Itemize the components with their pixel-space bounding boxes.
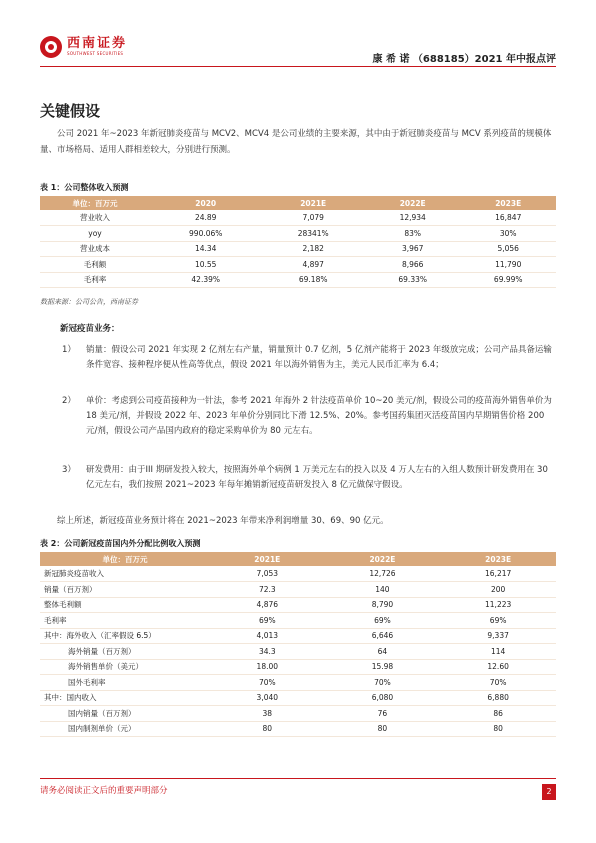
table-cell: 12,934 bbox=[365, 210, 461, 226]
table-cell: 7,053 bbox=[210, 566, 325, 582]
footer-disclaimer: 请务必阅读正文后的重要声明部分 bbox=[40, 786, 168, 796]
table-cell: 3,040 bbox=[210, 690, 325, 706]
table-cell: 24.89 bbox=[150, 210, 261, 226]
table-row bbox=[40, 706, 556, 722]
table-cell: 83% bbox=[365, 226, 461, 242]
table-row bbox=[40, 659, 556, 675]
table1-header: 2023E bbox=[460, 196, 556, 210]
table2-header: 2022E bbox=[325, 552, 441, 566]
table-cell: 国外毛利率 bbox=[40, 675, 210, 691]
table-cell: 69% bbox=[325, 613, 441, 629]
table-cell: 14.34 bbox=[150, 241, 261, 257]
list-text: 研发费用：由于III 期研发投入较大，按照海外单个病例 1 万美元左右的投入以及 4 万人左右的入组人数预计研发费用在 30 亿元左右，我们按照 2021~2023 年每年摊销新冠疫苗研发投入 8 亿元做保守假设。 bbox=[86, 465, 548, 490]
table-cell: 69.33% bbox=[365, 272, 461, 288]
table-cell: 8,966 bbox=[365, 257, 461, 273]
table-cell: 72.3 bbox=[210, 582, 325, 598]
list-number: 3） bbox=[62, 465, 76, 475]
table-cell: 80 bbox=[210, 721, 325, 737]
table-cell: 80 bbox=[440, 721, 556, 737]
table-row bbox=[40, 675, 556, 691]
table-row bbox=[40, 597, 556, 613]
table-cell: 11,223 bbox=[440, 597, 556, 613]
table-cell: 12,726 bbox=[325, 566, 441, 582]
table-cell: 86 bbox=[440, 706, 556, 722]
table-row bbox=[40, 721, 556, 737]
table-cell: 15.98 bbox=[325, 659, 441, 675]
table-cell: 70% bbox=[210, 675, 325, 691]
table-cell: 毛利额 bbox=[40, 257, 150, 273]
table-cell: 3,967 bbox=[365, 241, 461, 257]
table-cell: 70% bbox=[325, 675, 441, 691]
table-cell: 80 bbox=[325, 721, 441, 737]
table-cell: 114 bbox=[440, 644, 556, 660]
table-cell: 69.18% bbox=[261, 272, 365, 288]
table-cell: 140 bbox=[325, 582, 441, 598]
table-cell: 海外销量（百万剂） bbox=[40, 644, 210, 660]
table-row bbox=[40, 210, 556, 226]
table-cell: 38 bbox=[210, 706, 325, 722]
table-cell: 18.00 bbox=[210, 659, 325, 675]
list-item bbox=[62, 463, 556, 493]
table-cell: 4,897 bbox=[261, 257, 365, 273]
table-cell: 69.99% bbox=[460, 272, 556, 288]
table-row bbox=[40, 566, 556, 582]
table-cell: 76 bbox=[325, 706, 441, 722]
table1-header-row bbox=[40, 196, 556, 210]
table-row bbox=[40, 613, 556, 629]
table1 bbox=[40, 196, 556, 288]
table-cell: 16,217 bbox=[440, 566, 556, 582]
table-cell: 国内销量（百万剂） bbox=[40, 706, 210, 722]
table-cell: 69% bbox=[440, 613, 556, 629]
table1-header: 单位：百万元 bbox=[40, 196, 150, 210]
table-row bbox=[40, 690, 556, 706]
table-cell: 200 bbox=[440, 582, 556, 598]
table-row bbox=[40, 644, 556, 660]
logo-icon bbox=[40, 36, 62, 58]
footer-divider bbox=[40, 778, 556, 779]
table2 bbox=[40, 552, 556, 737]
table-row bbox=[40, 226, 556, 242]
table-cell: 990.06% bbox=[150, 226, 261, 242]
table-cell: 其中：海外收入（汇率假设 6.5） bbox=[40, 628, 210, 644]
table1-title: 表 1：公司整体收入预测 bbox=[40, 183, 129, 192]
table-cell: 8,790 bbox=[325, 597, 441, 613]
table-cell: 海外销售单价（美元） bbox=[40, 659, 210, 675]
table1-source: 数据来源：公司公告，西南证券 bbox=[40, 298, 138, 306]
table2-header: 单位：百万元 bbox=[40, 552, 210, 566]
table-cell: 毛利率 bbox=[40, 272, 150, 288]
table-cell: 6,880 bbox=[440, 690, 556, 706]
table-cell: 整体毛利额 bbox=[40, 597, 210, 613]
table-cell: 新冠肺炎疫苗收入 bbox=[40, 566, 210, 582]
table-cell: 6,646 bbox=[325, 628, 441, 644]
table2-header: 2023E bbox=[440, 552, 556, 566]
page-header bbox=[0, 0, 596, 70]
table-cell: 营业收入 bbox=[40, 210, 150, 226]
table-cell: 2,182 bbox=[261, 241, 365, 257]
table-row bbox=[40, 241, 556, 257]
table2-header-row bbox=[40, 552, 556, 566]
section-title: 关键假设 bbox=[40, 102, 101, 120]
report-title: 康 希 诺 （688185）2021 年中报点评 bbox=[372, 54, 556, 65]
table-cell: 9,337 bbox=[440, 628, 556, 644]
table-cell: yoy bbox=[40, 226, 150, 242]
logo-name-cn: 西南证券 bbox=[67, 36, 128, 51]
table-cell: 毛利率 bbox=[40, 613, 210, 629]
table-cell: 42.39% bbox=[150, 272, 261, 288]
table-cell: 64 bbox=[325, 644, 441, 660]
table-cell: 销量（百万剂） bbox=[40, 582, 210, 598]
table-cell: 70% bbox=[440, 675, 556, 691]
table-cell: 11,790 bbox=[460, 257, 556, 273]
table-cell: 4,013 bbox=[210, 628, 325, 644]
company-logo bbox=[40, 36, 127, 58]
list-text: 单价：考虑到公司疫苗接种为一针法，参考 2021 年海外 2 针法疫苗单价 10~20 美元/剂，假设公司的疫苗海外销售单价为 18 美元/剂，并假设 2022 年、2023 年单价分别同比下滑 12.5%、20%。参考国药集团灭活疫苗国内早期销售价格 200 元/剂，假设公司产品国内政府的稳定采购单价为 80 元左右。 bbox=[86, 396, 552, 436]
table-row bbox=[40, 257, 556, 273]
table-cell: 5,056 bbox=[460, 241, 556, 257]
table-cell: 12.60 bbox=[440, 659, 556, 675]
table-cell: 7,079 bbox=[261, 210, 365, 226]
table-cell: 其中：国内收入 bbox=[40, 690, 210, 706]
table1-header: 2021E bbox=[261, 196, 365, 210]
table1-header: 2020 bbox=[150, 196, 261, 210]
table-cell: 16,847 bbox=[460, 210, 556, 226]
table-cell: 30% bbox=[460, 226, 556, 242]
table-cell: 28341% bbox=[261, 226, 365, 242]
intro-paragraph: 公司 2021 年~2023 年新冠肺炎疫苗与 MCV2、MCV4 是公司业绩的主要来源，其中由于新冠肺炎疫苗与 MCV 系列疫苗的规模体量、市场格局、适用人群相差较大，分别进行预测。 bbox=[40, 129, 552, 155]
table-cell: 10.55 bbox=[150, 257, 261, 273]
summary-paragraph: 综上所述，新冠疫苗业务预计将在 2021~2023 年带来净利润增量 30、69、90 亿元。 bbox=[57, 516, 389, 526]
table-cell: 营业成本 bbox=[40, 241, 150, 257]
table-row bbox=[40, 272, 556, 288]
list-item bbox=[62, 343, 556, 373]
list-number: 2） bbox=[62, 396, 76, 406]
table-cell: 4,876 bbox=[210, 597, 325, 613]
table1-header: 2022E bbox=[365, 196, 461, 210]
table-row bbox=[40, 582, 556, 598]
header-divider bbox=[40, 66, 556, 67]
table2-title: 表 2：公司新冠疫苗国内外分配比例收入预测 bbox=[40, 539, 201, 548]
table-cell: 国内制剂单价（元） bbox=[40, 721, 210, 737]
list-text: 销量：假设公司 2021 年实现 2 亿剂左右产量，销量预计 0.7 亿剂，5 亿剂产能将于 2023 年级放完成；公司产品具备运输条件宽容、接种程序便从性高等优点，假设 2021 年以海外销售为主，美元人民币汇率为 6.4； bbox=[86, 345, 552, 370]
covid-section-heading: 新冠疫苗业务： bbox=[60, 324, 120, 334]
table-row bbox=[40, 628, 556, 644]
table-cell: 6,080 bbox=[325, 690, 441, 706]
table-cell: 69% bbox=[210, 613, 325, 629]
table-cell: 34.3 bbox=[210, 644, 325, 660]
list-number: 1） bbox=[62, 345, 76, 355]
page-number: 2 bbox=[542, 784, 556, 800]
list-item bbox=[62, 394, 556, 439]
table2-header: 2021E bbox=[210, 552, 325, 566]
logo-name-en: SOUTHWEST SECURITIES bbox=[67, 51, 124, 56]
